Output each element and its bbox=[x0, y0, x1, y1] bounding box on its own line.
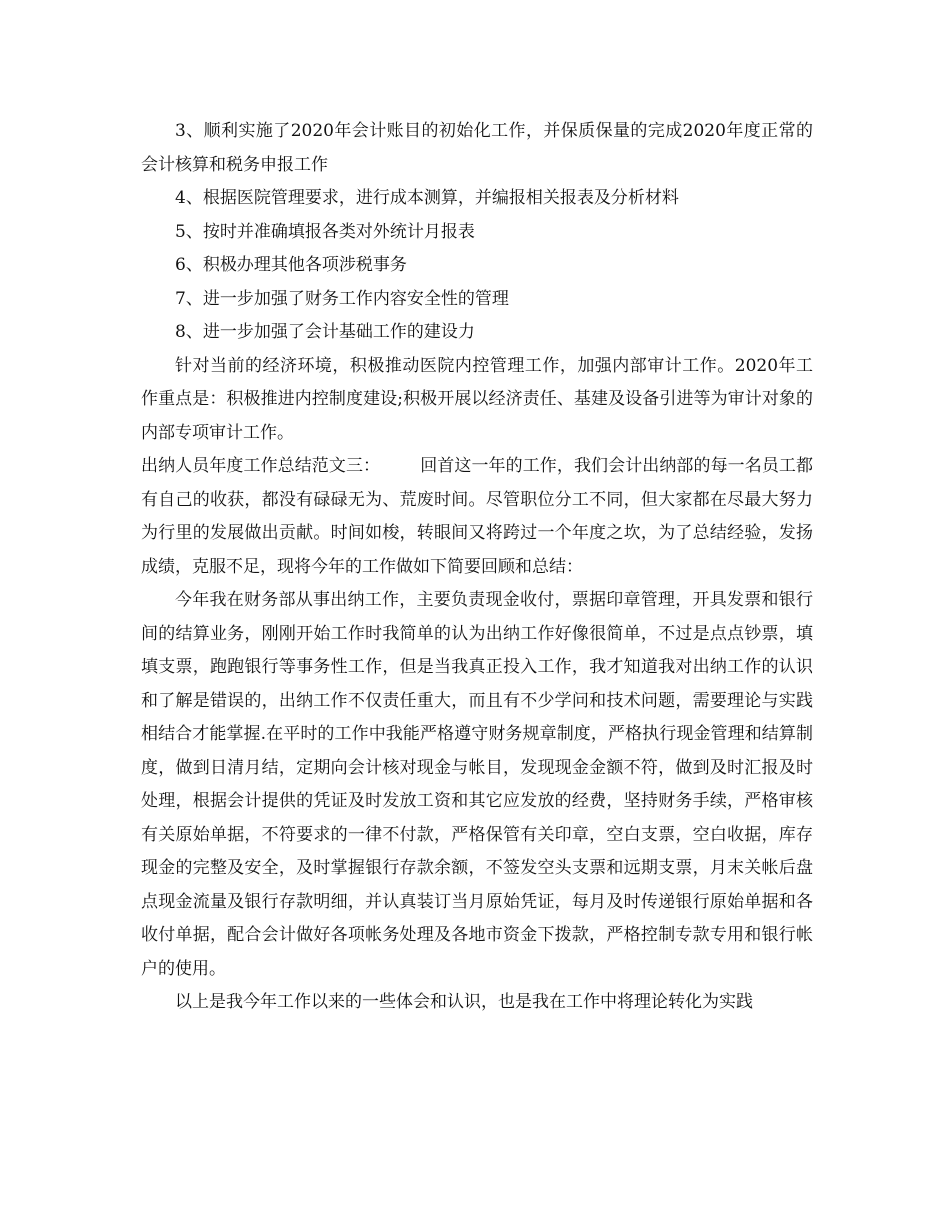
list-item: 3、顺利实施了2020年会计账目的初始化工作，并保质保量的完成2020年度正常的会计核算和税务申报工作 bbox=[141, 121, 813, 175]
section-paragraph bbox=[141, 450, 813, 584]
section-intro: 回首这一年的工作，我们会计出纳部的每一名员工都有自己的收获，都没有碌碌无为、荒废时间。尽管职位分工不同，但大家都在尽最大努力为行里的发展做出贡献。时间如梭，转眼间又将跨过一个年度之坎，为了总结经验，发扬成绩，克服不足，现将今年的工作做如下简要回顾和总结： bbox=[141, 456, 814, 577]
list-item: 5、按时并准确填报各类对外统计月报表 bbox=[175, 221, 475, 242]
paragraph: 以上是我今年工作以来的一些体会和认识，也是我在工作中将理论转化为实践 bbox=[175, 992, 753, 1012]
section-heading: 出纳人员年度工作总结范文三： bbox=[141, 456, 381, 476]
paragraph: 针对当前的经济环境，积极推动医院内控管理工作，加强内部审计工作。2020年工作重点是：积极推进内控制度建设;积极开展以经济责任、基建及设备引进等为审计对象的内部专项审计工作。 bbox=[141, 355, 813, 443]
document-body bbox=[141, 115, 813, 1020]
list-item: 8、进一步加强了会计基础工作的建设力 bbox=[175, 322, 475, 342]
list-item: 4、根据医院管理要求，进行成本测算，并编报相关报表及分析材料 bbox=[175, 188, 679, 208]
list-item: 6、积极办理其他各项涉税事务 bbox=[175, 255, 407, 275]
list-item: 7、进一步加强了财务工作内容安全性的管理 bbox=[175, 288, 509, 309]
paragraph: 今年我在财务部从事出纳工作，主要负责现金收付，票据印章管理，开具发票和银行间的结算业务，刚刚开始工作时我简单的认为出纳工作好像很简单，不过是点点钞票，填填支票，跑跑银行等事务性工作，但是当我真正投入工作，我才知道我对出纳工作的认识和了解是错误的，出纳工作不仅责任重大，而且有不少学问和技术问题，需要理论与实践相结合才能掌握.在平时的工作中我能严格遵守财务规章制度，严格执行现金管理和结算制度，做到日清月结，定期向会计核对现金与帐目，发现现金金额不符，做到及时汇报及时处理，根据会计提供的凭证及时发放工资和其它应发放的经费，坚持财务手续，严格审核有关原始单据，不符要求的一律不付款，严格保管有关印章，空白支票，空白收据，库存现金的完整及安全，及时掌握银行存款余额，不签发空头支票和远期支票，月末关帐后盘点现金流量及银行存款明细，并认真装订当月原始凭证，每月及时传递银行原始单据和各收付单据，配合会计做好各项帐务处理及各地市资金下拨款，严格控制专款专用和银行帐户的使用。 bbox=[141, 590, 813, 979]
